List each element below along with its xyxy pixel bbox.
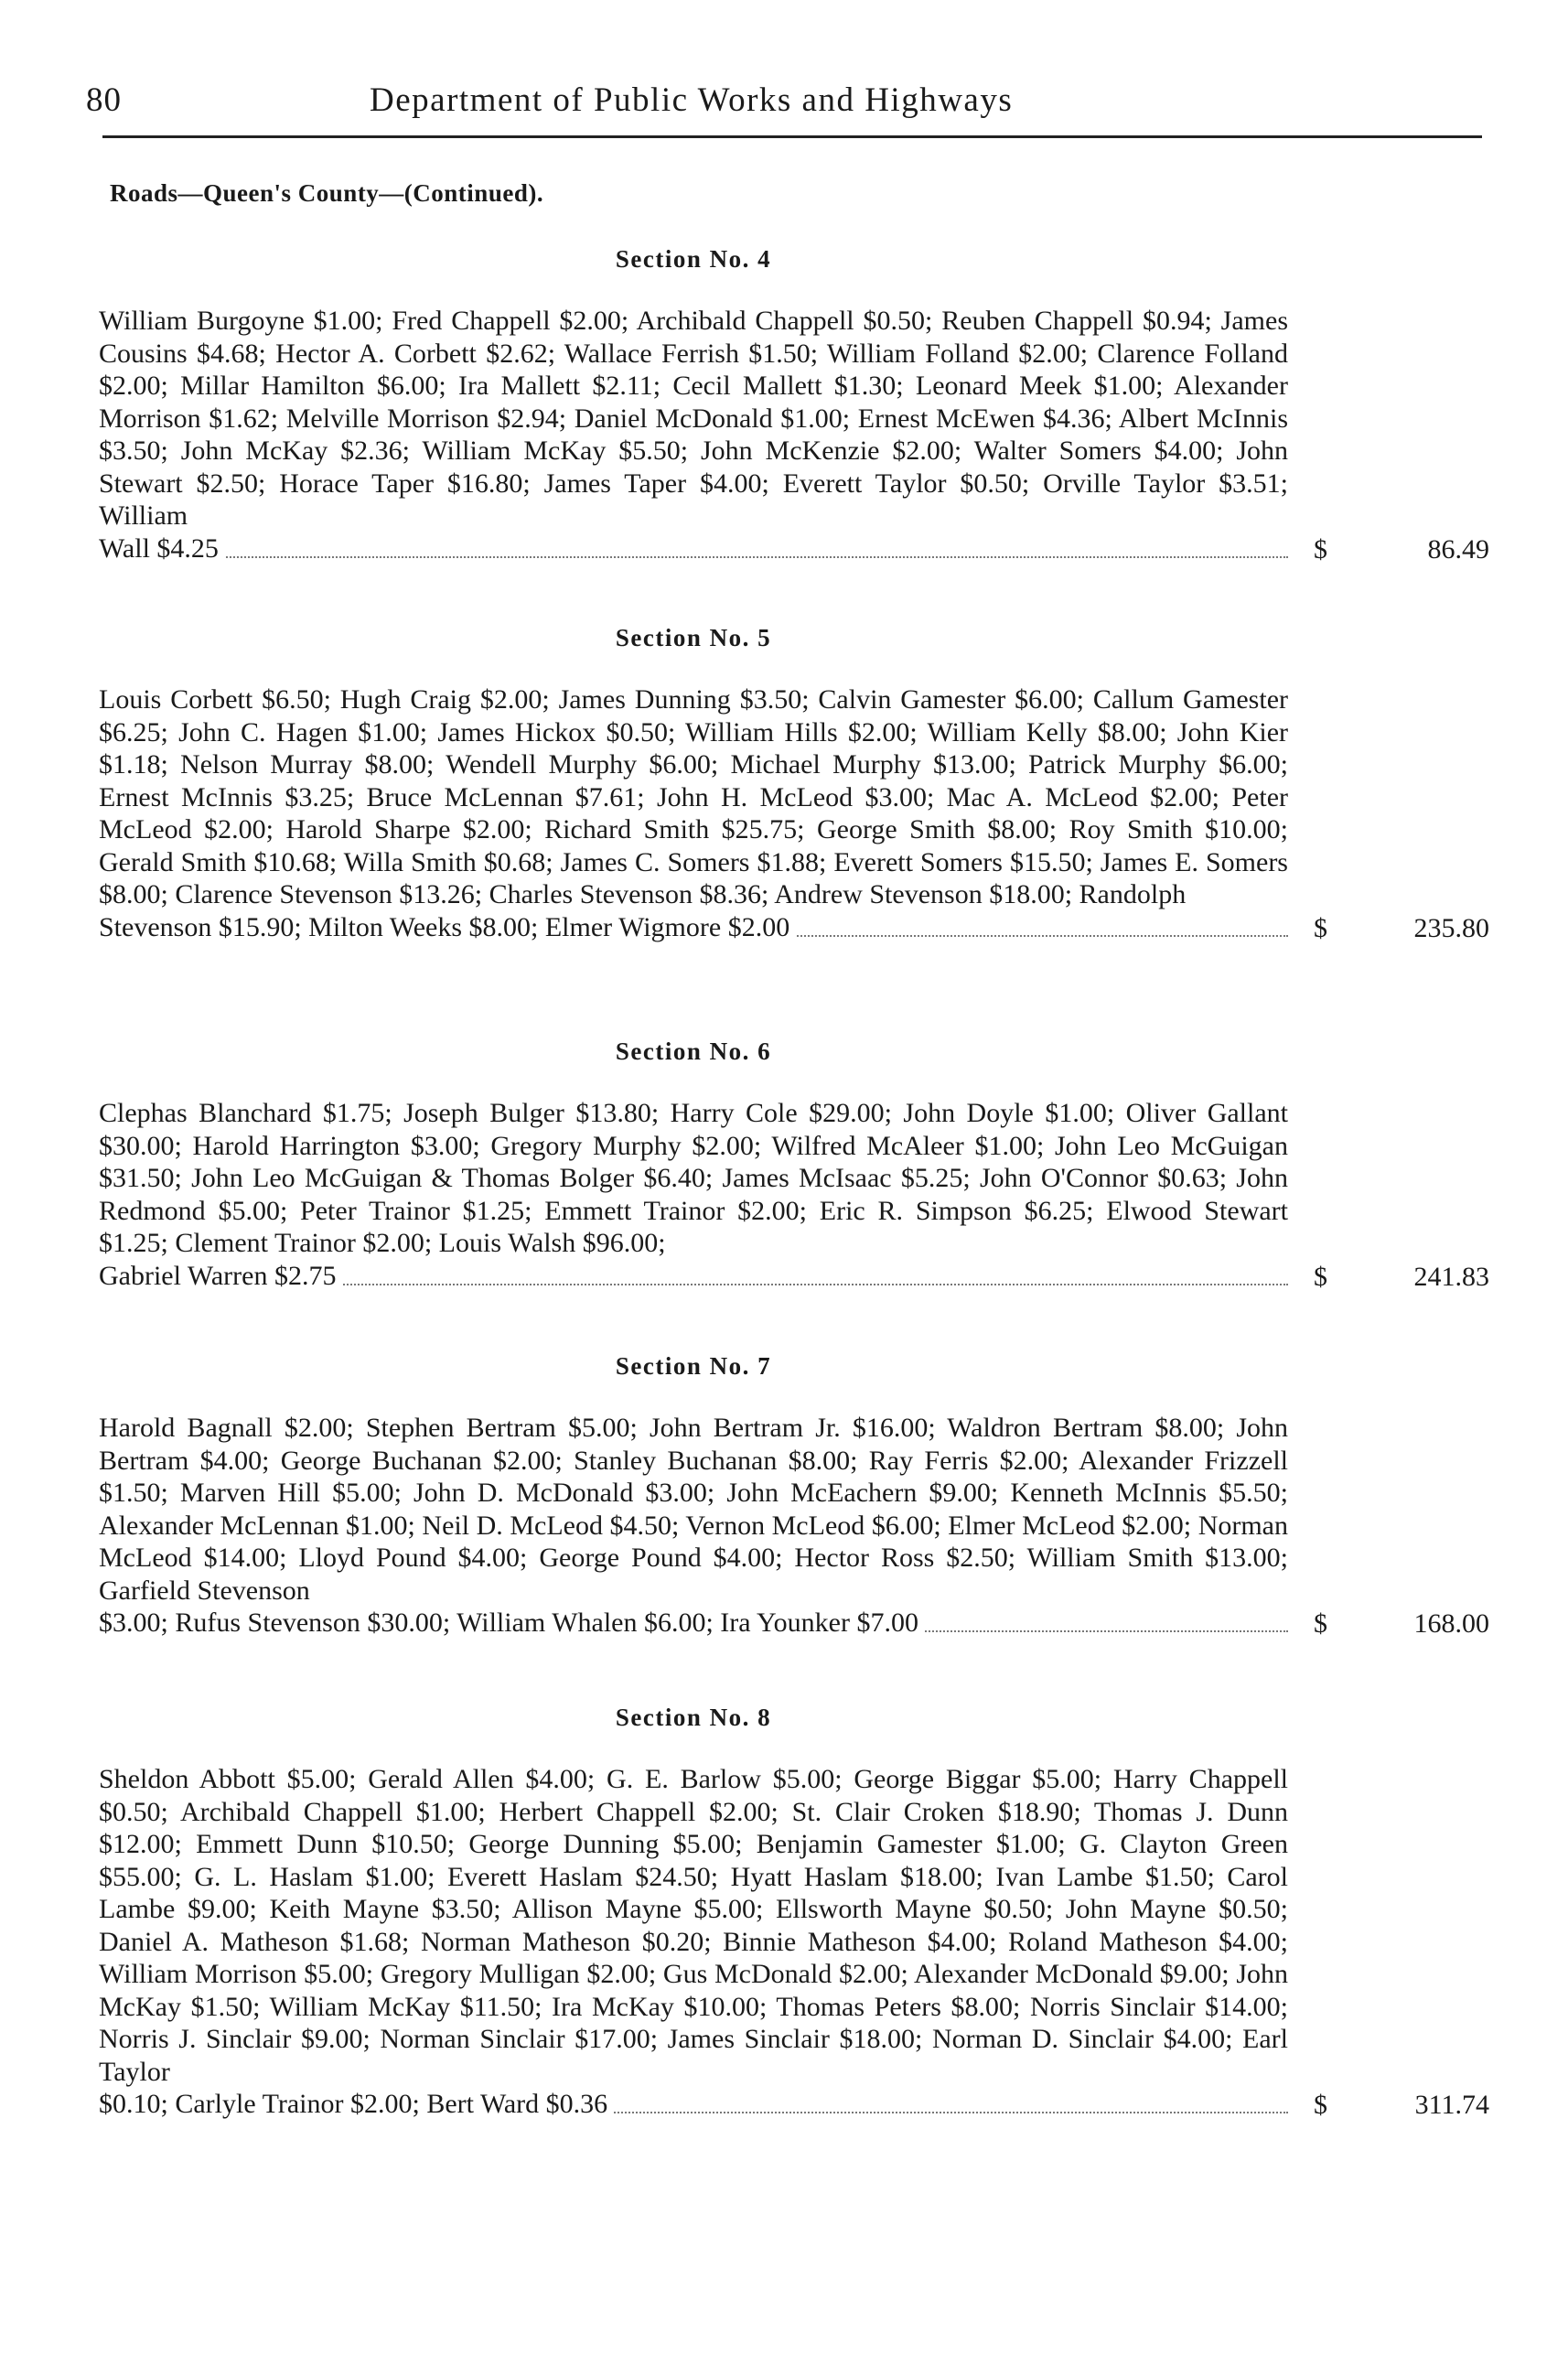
- subheading: Roads—Queen's County—(Continued).: [110, 179, 544, 207]
- currency-sign: $: [1314, 2090, 1327, 2120]
- section-total: 235.80: [1413, 912, 1489, 943]
- section-title: Section No. 7: [615, 1352, 772, 1380]
- section-last-line: [99, 2088, 1288, 2121]
- section-4: [99, 245, 1489, 565]
- section-8: [99, 1704, 1489, 2121]
- section-total: 86.49: [1427, 533, 1489, 565]
- last-line-text: Gabriel Warren $2.75: [99, 1261, 341, 1291]
- section-total: 241.83: [1413, 1261, 1489, 1292]
- header-rule: [102, 135, 1482, 138]
- section-body: Sheldon Abbott $5.00; Gerald Allen $4.00; G. E. Barlow $5.00; George Biggar $5.00; Harry Chappell $0.50; Archibald Chappell $1.00; Herbert Chappell $2.00; St. Clair Croken $18.90; Thomas J. Dunn $12.00; Emmett Dunn $10.50; George Dunning $5.00; Benjamin Gamester $1.00; G. Clayton Green $55.00; G. L. Haslam $1.00; Everett Haslam $24.50; Hyatt Haslam $18.00; Ivan Lambe $1.50; Carol Lambe $9.00; Keith Mayne $3.50; Allison Mayne $5.00; Ellsworth Mayne $0.50; John Mayne $0.50; Daniel A. Matheson $1.68; Norman Matheson $0.20; Binnie Matheson $4.00; Roland Matheson $4.00; William Morrison $5.00; Gregory Mulligan $2.00; Gus McDonald $2.00; Alexander McDonald $9.00; John McKay $1.50; William McKay $11.50; Ira McKay $10.00; Thomas Peters $8.00; Norris Sinclair $14.00; Norris J. Sinclair $9.00; Norman Sinclair $17.00; James Sinclair $18.00; Norman D. Sinclair $4.00; Earl Taylor: [99, 1764, 1288, 2087]
- section-title: Section No. 5: [615, 624, 772, 651]
- section-last-line: [99, 532, 1288, 565]
- page-header: [86, 81, 1480, 137]
- currency-sign: $: [1314, 1261, 1327, 1292]
- last-line-text: $3.00; Rufus Stevenson $30.00; William Whalen $6.00; Ira Younker $7.00: [99, 1608, 924, 1638]
- section-title: Section No. 6: [615, 1038, 772, 1065]
- section-last-line: [99, 1260, 1288, 1293]
- section-body: William Burgoyne $1.00; Fred Chappell $2.00; Archibald Chappell $0.50; Reuben Chappell $0.94; James Cousins $4.68; Hector A. Corbett $2.62; Wallace Ferrish $1.50; William Folland $2.00; Clarence Folland $2.00; Millar Hamilton $6.00; Ira Mallett $2.11; Cecil Mallett $1.30; Leonard Meek $1.00; Alexander Morrison $1.62; Melville Morrison $2.94; Daniel McDonald $1.00; Ernest McEwen $4.36; Albert McInnis $3.50; John McKay $2.36; William McKay $5.50; John McKenzie $2.00; Walter Somers $4.00; John Stewart $2.50; Horace Taper $16.80; James Taper $4.00; Everett Taylor $0.50; Orville Taylor $3.51; William: [99, 306, 1288, 531]
- last-line-text: Stevenson $15.90; Milton Weeks $8.00; Elmer Wigmore $2.00: [99, 912, 795, 942]
- section-5: [99, 624, 1489, 944]
- dot-leader: [99, 556, 1288, 558]
- currency-sign: $: [1314, 1608, 1327, 1639]
- section-6: [99, 1038, 1489, 1293]
- section-last-line: [99, 911, 1288, 944]
- section-body: Harold Bagnall $2.00; Stephen Bertram $5.00; John Bertram Jr. $16.00; Waldron Bertram $8.00; John Bertram $4.00; George Buchanan $2.00; Stanley Buchanan $8.00; Ray Ferris $2.00; Alexander Frizzell $1.50; Marven Hill $5.00; John D. McDonald $3.00; John McEachern $9.00; Kenneth McInnis $5.50; Alexander McLennan $1.00; Neil D. McLeod $4.50; Vernon McLeod $6.00; Elmer McLeod $2.00; Norman McLeod $14.00; Lloyd Pound $4.00; George Pound $4.00; Hector Ross $2.50; William Smith $13.00; Garfield Stevenson: [99, 1413, 1288, 1606]
- currency-sign: $: [1314, 912, 1327, 943]
- section-body: Louis Corbett $6.50; Hugh Craig $2.00; James Dunning $3.50; Calvin Gamester $6.00; Callum Gamester $6.25; John C. Hagen $1.00; James Hickox $0.50; William Hills $2.00; William Kelly $8.00; John Kier $1.18; Nelson Murray $8.00; Wendell Murphy $6.00; Michael Murphy $13.00; Patrick Murphy $6.00; Ernest McInnis $3.25; Bruce McLennan $7.61; John H. McLeod $3.00; Mac A. McLeod $2.00; Peter McLeod $2.00; Harold Sharpe $2.00; Richard Smith $25.75; George Smith $8.00; Roy Smith $10.00; Gerald Smith $10.68; Willa Smith $0.68; James C. Somers $1.88; Everett Somers $15.50; James E. Somers $8.00; Clarence Stevenson $13.26; Charles Stevenson $8.36; Andrew Stevenson $18.00; Randolph: [99, 684, 1288, 909]
- last-line-text: Wall $4.25: [99, 533, 224, 564]
- section-7: [99, 1352, 1489, 1640]
- section-title: Section No. 8: [615, 1704, 772, 1731]
- section-body: Clephas Blanchard $1.75; Joseph Bulger $13.80; Harry Cole $29.00; John Doyle $1.00; Oliver Gallant $30.00; Harold Harrington $3.00; Gregory Murphy $2.00; Wilfred McAleer $1.00; John Leo McGuigan $31.50; John Leo McGuigan & Thomas Bolger $6.40; James McIsaac $5.25; John O'Connor $0.63; John Redmond $5.00; Peter Trainor $1.25; Emmett Trainor $2.00; Eric R. Simpson $6.25; Elwood Stewart $1.25; Clement Trainor $2.00; Louis Walsh $96.00;: [99, 1098, 1288, 1258]
- last-line-text: $0.10; Carlyle Trainor $2.00; Bert Ward $0.36: [99, 2089, 613, 2119]
- page-number: 80: [86, 81, 122, 119]
- section-total: 168.00: [1413, 1608, 1489, 1639]
- section-total: 311.74: [1414, 2090, 1489, 2120]
- currency-sign: $: [1314, 533, 1327, 565]
- section-last-line: [99, 1607, 1288, 1640]
- running-title: Department of Public Works and Highways: [370, 81, 1014, 119]
- section-title: Section No. 4: [615, 245, 772, 273]
